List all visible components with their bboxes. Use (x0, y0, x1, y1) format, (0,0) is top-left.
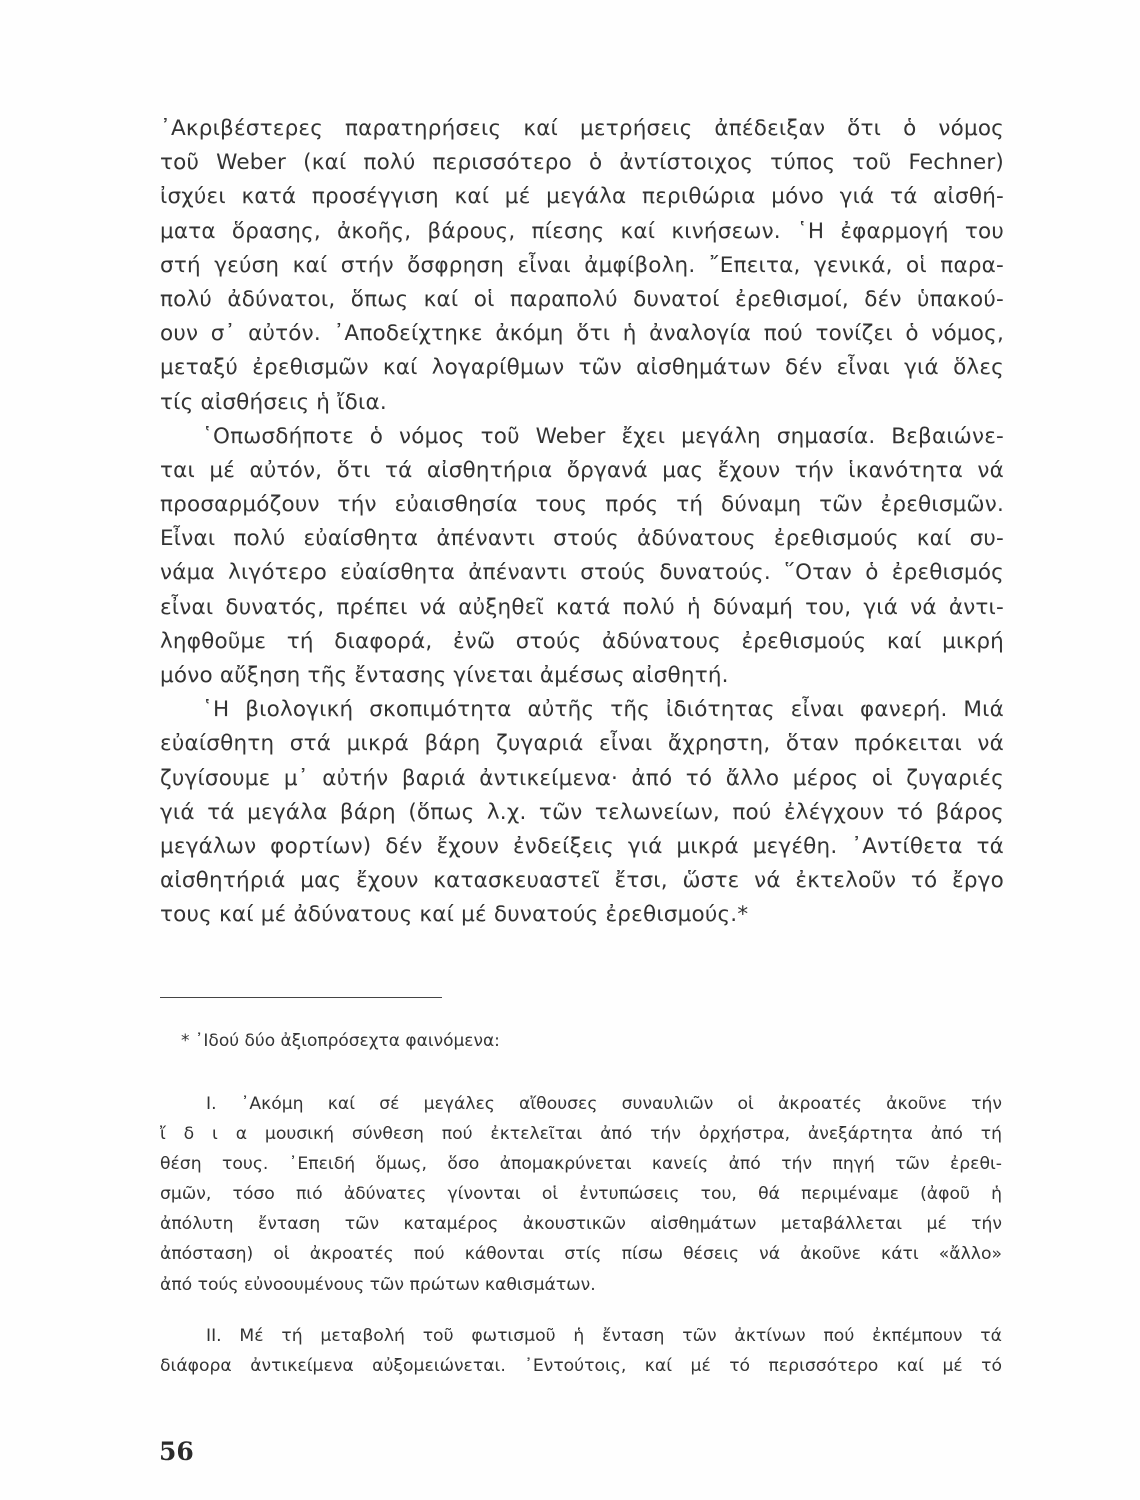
text-line: εἶναι δυνατός, πρέπει νά αὐξηθεῖ κατά πολύ ἡ δύναμή του, γιά νά ἀντι- (160, 594, 1004, 620)
text-line: ζυγίσουμε μ᾿ αὐτήν βαριά ἀντικείμενα· ἀπό τό ἄλλο μέρος οἱ ζυγαριές (160, 765, 1004, 791)
text-line: πολύ ἀδύνατοι, ὅπως καί οἱ παραπολύ δυνατοί ἐρεθισμοί, δέν ὑπακού- (160, 286, 1004, 312)
footnote-line: ἀπόλυτη ἔνταση τῶν καταμέρος ἀκουστικῶν αἰσθημάτων μεταβάλλεται μέ τήν (160, 1214, 1002, 1235)
text-line: μεταξύ ἐρεθισμῶν καί λογαρίθμων τῶν αἰσθημάτων δέν εἶναι γιά ὅλες (160, 355, 1004, 381)
main-text-body (160, 112, 1004, 933)
footnote-divider (160, 997, 442, 998)
footnote-line: I. ᾿Ακόμη καί σέ μεγάλες αἴθουσες συναυλιῶν οἱ ἀκροατές ἀκοῦνε τήν (206, 1094, 1002, 1114)
text-line: τους καί μέ ἀδύνατους καί μέ δυνατούς ἐρεθισμούς.* (160, 902, 749, 928)
footnote-line: ἴ δ ι α μουσική σύνθεση πού ἐκτελεῖται ἀπό τήν ὀρχήστρα, ἀνεξάρτητα ἀπό τή (160, 1124, 1002, 1145)
footnote-intro: * ᾿Ιδού δύο ἀξιοπρόσεχτα φαινόμενα: (181, 1031, 500, 1051)
footnote-line: διάφορα ἀντικείμενα αὐξομειώνεται. ᾿Εντούτοις, καί μέ τό περισσότερο καί μέ τό (160, 1356, 1002, 1377)
text-line: ᾿Ακριβέστερες παρατηρήσεις καί μετρήσεις ἀπέδειξαν ὅτι ὁ νόμος (160, 116, 1004, 141)
text-line: μεγάλων φορτίων) δέν ἔχουν ἐνδείξεις γιά μικρά μεγέθη. ᾿Αντίθετα τά (160, 833, 1004, 859)
text-line: μόνο αὔξηση τῆς ἔντασης γίνεται ἀμέσως αἰσθητή. (160, 663, 729, 688)
text-line: εὐαίσθητη στά μικρά βάρη ζυγαριά εἶναι ἄχρηστη, ὅταν πρόκειται νά (160, 731, 1004, 757)
footnote-line: θέση τους. ᾿Επειδή ὅμως, ὅσο ἀπομακρύνεται κανείς ἀπό τήν πηγή τῶν ἐρεθι- (160, 1154, 1002, 1175)
footnote-item-1 (160, 1089, 1002, 1300)
text-line: ται μέ αὐτόν, ὅτι τά αἰσθητήρια ὄργανά μας ἔχουν τήν ἱκανότητα νά (160, 457, 1004, 483)
text-line: νάμα λιγότερο εὐαίσθητα ἀπέναντι στούς δυνατούς. ῞Οταν ὁ ἐρεθισμός (160, 560, 1004, 586)
text-line: ῾Οπωσδήποτε ὁ νόμος τοῦ Weber ἔχει μεγάλη σημασία. Βεβαιώνε- (202, 423, 1004, 449)
text-line: Εἶναι πολύ εὐαίσθητα ἀπέναντι στούς ἀδύνατους ἐρεθισμούς καί συ- (160, 526, 1004, 552)
footnote-line: σμῶν, τόσο πιό ἀδύνατες γίνονται οἱ ἐντυπώσεις του, θά περιμέναμε (ἀφοῦ ἡ (160, 1184, 1002, 1205)
footnote-line: ἀπό τούς εὐνοουμένους τῶν πρώτων καθισμάτων. (160, 1274, 596, 1295)
text-line: αἰσθητήριά μας ἔχουν κατασκευαστεῖ ἔτσι, ὥστε νά ἐκτελοῦν τό ἔργο (160, 868, 1004, 894)
text-line: ματα ὅρασης, ἀκοῆς, βάρους, πίεσης καί κινήσεων. ῾Η ἐφαρμογή του (160, 218, 1004, 244)
footnote-line: II. Μέ τή μεταβολή τοῦ φωτισμοῦ ἡ ἔνταση τῶν ἀκτίνων πού ἐκπέμπουν τά (206, 1326, 1002, 1346)
text-line: ουν σ᾿ αὐτόν. ᾿Αποδείχτηκε ἀκόμη ὅτι ἡ ἀναλογία πού τονίζει ὁ νόμος, (160, 321, 1004, 347)
text-line: τοῦ Weber (καί πολύ περισσότερο ὁ ἀντίστοιχος τύπος τοῦ Fechner) (160, 150, 1004, 176)
page-number: 56 (159, 1437, 194, 1466)
text-line: ληφθοῦμε τή διαφορά, ἐνῶ στούς ἀδύνατους ἐρεθισμούς καί μικρή (160, 628, 1004, 654)
footnote-line: ἀπόσταση) οἱ ἀκροατές πού κάθονται στίς πίσω θέσεις νά ἀκοῦνε κάτι «ἄλλο» (160, 1244, 1002, 1265)
text-line: τίς αἰσθήσεις ἡ ἴδια. (160, 389, 387, 415)
text-line: ἰσχύει κατά προσέγγιση καί μέ μεγάλα περιθώρια μόνο γιά τά αἰσθή- (160, 184, 1004, 210)
text-line: ῾Η βιολογική σκοπιμότητα αὐτῆς τῆς ἰδιότητας εἶναι φανερή. Μιά (202, 697, 1004, 723)
text-line: γιά τά μεγάλα βάρη (ὅπως λ.χ. τῶν τελωνείων, πού ἐλέγχουν τό βάρος (160, 799, 1004, 825)
text-line: στή γεύση καί στήν ὄσφρηση εἶναι ἀμφίβολη. ῎Επειτα, γενικά, οἱ παρα- (160, 252, 1004, 278)
text-line: προσαρμόζουν τήν εὐαισθησία τους πρός τή δύναμη τῶν ἐρεθισμῶν. (160, 492, 1004, 518)
footnote-item-2 (160, 1321, 1002, 1381)
